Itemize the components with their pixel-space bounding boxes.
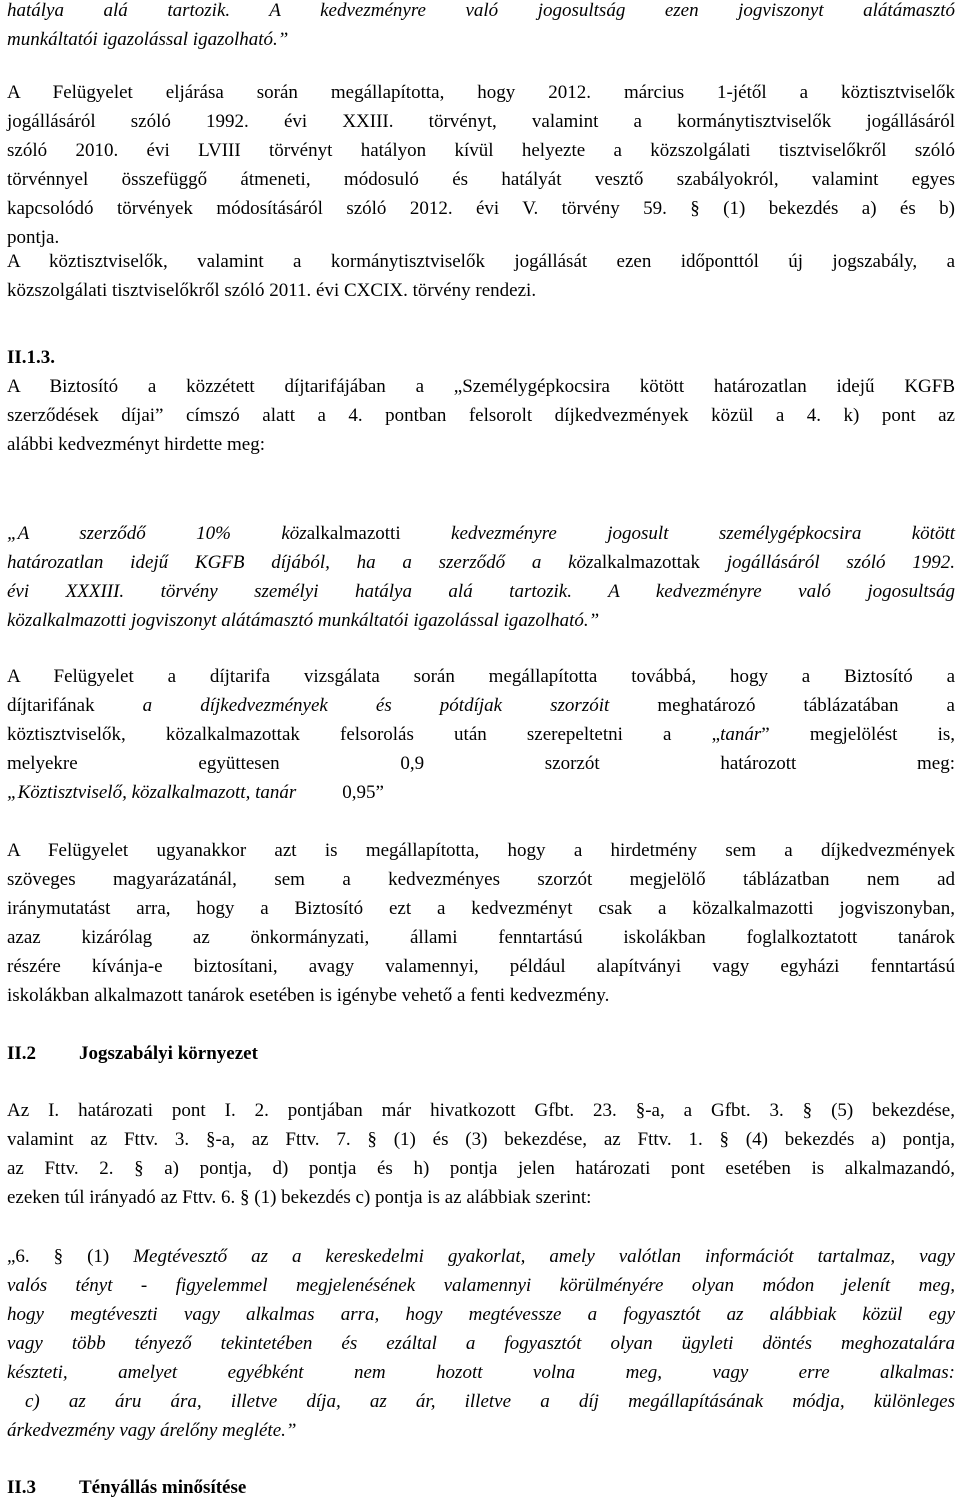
text-line: kapcsolódó törvények módosításáról szóló 2012. évi V. törvény 59. § (1) bekezdés a) és b) (7, 198, 955, 219)
text-line: A Felügyelet eljárása során megállapította, hogy 2012. március 1-jétől a köztisztviselők (7, 82, 955, 103)
text-line: A Felügyelet ugyanakkor azt is megállapította, hogy a hirdetmény sem a díjkedvezmények (7, 840, 955, 861)
paragraph-quote-end (7, 0, 955, 54)
paragraph-felugyelet-eljarasa (7, 78, 955, 252)
text-line: hogy megtéveszti vagy alkalmas arra, hogy megtévessze a fogyasztót az alábbiak közül egy (7, 1304, 955, 1325)
text-line: „A szerződő 10% közalkalmazotti kedvezményre jogosult személygépkocsira kötött (7, 523, 955, 544)
text-line: melyekre együttesen 0,9 szorzót határozott meg: (7, 753, 955, 774)
section-title: Tényállás minősítése (79, 1477, 247, 1498)
text-line: Az I. határozati pont I. 2. pontjában már hivatkozott Gfbt. 23. §-a, a Gfbt. 3. § (5) bekezdése, (7, 1100, 955, 1121)
section-number: II.1.3. (7, 347, 56, 368)
text-line: készteti, amelyet egyébként nem hozott volna meg, vagy erre alkalmas: (7, 1362, 955, 1383)
text-line: ezeken túl irányadó az Fttv. 6. § (1) bekezdés c) pontja is az alábbiak szerint: (7, 1187, 592, 1208)
text-line: jogállásáról szóló 1992. évi XXIII. törvényt, valamint a kormánytisztviselők jogállásáról (7, 111, 955, 132)
section-heading-ii-2 (7, 1039, 258, 1068)
text-line: az Fttv. 2. § a) pontja, d) pontja és h) pontja jelen határozati pont esetében is alkalmazandó, (7, 1158, 955, 1179)
quote-szorzo (7, 778, 955, 807)
text-line: valós tényt - figyelemmel megjelenésének valamennyi körülményére olyan módon jelenít meg, (7, 1275, 955, 1296)
text-line: c) az áru ára, illetve díja, az ár, illetve a díj megállapításának módja, különleges (25, 1391, 955, 1412)
text-line: szóló 2010. évi LVIII törvényt hatályon kívül helyezte a közszolgálati tisztviselőkről szóló (7, 140, 955, 161)
text-line: A Felügyelet a díjtarifa vizsgálata során megállapította továbbá, hogy a Biztosító a (7, 666, 955, 687)
quote-kedvezmeny (7, 519, 955, 635)
paragraph-ugyanakkor (7, 836, 955, 1010)
text-line: árkedvezmény vagy árelőny megléte.” (7, 1420, 297, 1441)
text-line: A Biztosító a közzétett díjtarifájában a „Személygépkocsira kötött határozatlan idejű KGFB (7, 376, 955, 397)
text-line: hatálya alá tartozik. A kedvezményre való jogosultság ezen jogviszonyt alátámasztó (7, 0, 955, 21)
text-line: alábbi kedvezményt hirdette meg: (7, 434, 265, 455)
paragraph-hivatkozott (7, 1096, 955, 1212)
text-line: törvénnyel összefüggő átmeneti, módosuló és hatályát vesztő szabályokról, valamint egyes (7, 169, 955, 190)
section-title: Jogszabályi környezet (79, 1043, 258, 1064)
text-line: szöveges magyarázatánál, sem a kedvezményes szorzót megjelölő táblázatban nem ad (7, 869, 955, 890)
text-line: szerződések díjai” címszó alatt a 4. pontban felsorolt díjkedvezmények közül a 4. k) pont az (7, 405, 955, 426)
text-line: iránymutatást arra, hogy a Biztosító ezt a kedvezményt csak a közalkalmazotti jogviszonyban, (7, 898, 955, 919)
quote-fttv-6 (7, 1242, 955, 1445)
section-number: II.2 (7, 1043, 37, 1064)
text-line: díjtarifának a díjkedvezmények és pótdíjak szorzóit meghatározó táblázatában a (7, 695, 955, 716)
text-line: részére kívánja-e biztosítani, avagy valamennyi, például alapítványi vagy egyházi fenntartású (7, 956, 955, 977)
text-line: „6. § (1) Megtévesztő az a kereskedelmi gyakorlat, amely valótlan információt tartalmaz, vagy (7, 1246, 955, 1267)
paragraph-dijtarifa (7, 662, 955, 807)
section-heading-ii-3 (7, 1473, 246, 1502)
paragraph-koztisztviselok (7, 247, 955, 305)
text-line: vagy több tényező tekintetében és ezáltal a fogyasztót olyan ügyleti döntés meghozatalára (7, 1333, 955, 1354)
text-line: évi XXXIII. törvény személyi hatálya alá tartozik. A kedvezményre való jogosultság (7, 581, 955, 602)
text-line: határozatlan idejű KGFB díjából, ha a szerződő a közalkalmazottak jogállásáról szóló 1992. (7, 552, 955, 573)
text-line: pontja. (7, 227, 60, 248)
text-line: közalkalmazotti jogviszonyt alátámasztó munkáltatói igazolással igazolható.” (7, 610, 600, 631)
text-line: közszolgálati tisztviselőkről szóló 2011. évi CXCIX. törvény rendezi. (7, 280, 537, 301)
text-line: munkáltatói igazolással igazolható.” (7, 29, 289, 50)
section-ii-1-3 (7, 343, 955, 459)
quote-label: „Köztisztviselő, közalkalmazott, tanár (7, 782, 297, 803)
text-line: iskolákban alkalmazott tanárok esetében is igénybe vehető a fenti kedvezmény. (7, 985, 610, 1006)
text-line: A köztisztviselők, valamint a kormánytisztviselők jogállását ezen időponttól új jogszabály, a (7, 251, 955, 272)
section-number: II.3 (7, 1477, 37, 1498)
text-line: azaz kizárólag az önkormányzati, állami fenntartású iskolákban foglalkoztatott tanárok (7, 927, 955, 948)
quote-value: 0,95” (342, 782, 384, 803)
text-line: valamint az Fttv. 3. §-a, az Fttv. 7. § (1) és (3) bekezdése, az Fttv. 1. § (4) bekezdés a) pontja, (7, 1129, 955, 1150)
text-line: köztisztviselők, közalkalmazottak felsorolás után szerepeltetni a „tanár” megjelölést is, (7, 724, 955, 745)
